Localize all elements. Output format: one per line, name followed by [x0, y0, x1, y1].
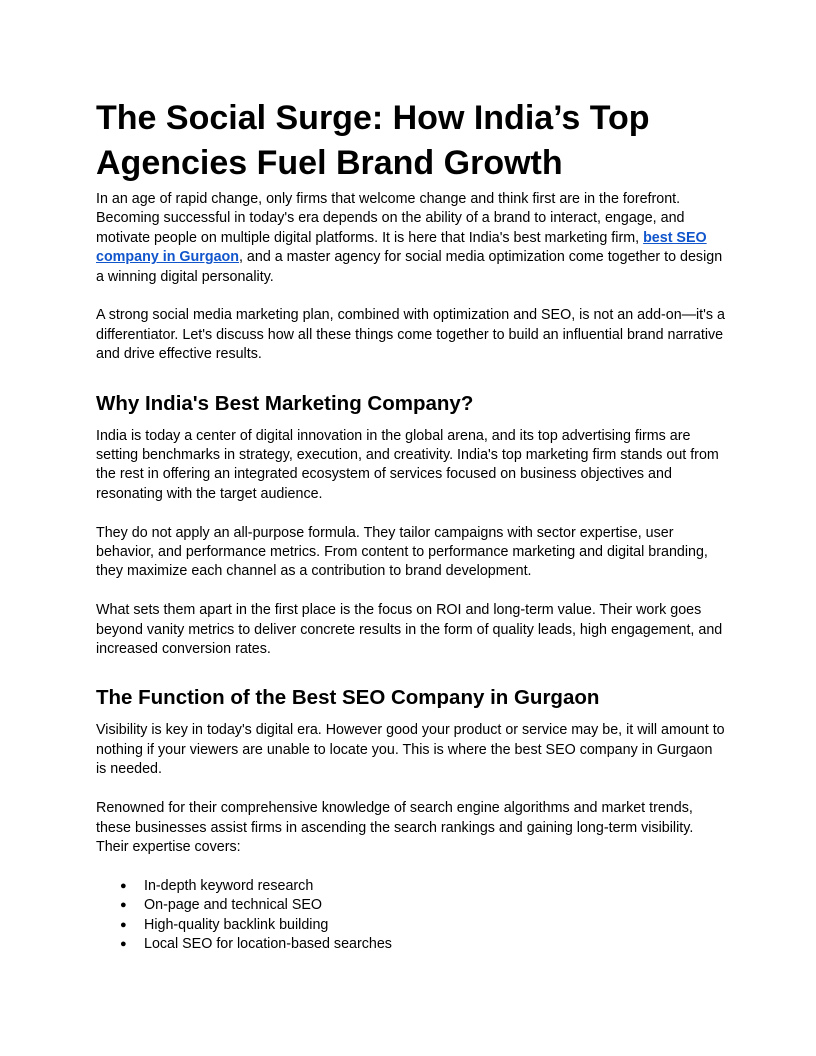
section1-paragraph: They do not apply an all-purpose formula. They tailor campaigns with sector expertise, user behavior, and performance metrics. From content to performance marketing and digital branding, they maximize each channel as a contribution to brand development. — [96, 524, 708, 580]
list-item — [120, 877, 726, 896]
seo-company-gurgaon-link[interactable]: best SEO company in Gurgaon — [96, 229, 707, 266]
section-why-best-marketing-body — [96, 427, 726, 660]
list-item-text: Local SEO for location-based searches — [144, 935, 392, 952]
bullet-icon: ● — [120, 879, 127, 892]
section1-paragraph: India is today a center of digital innovation in the global arena, and its top advertising firms are setting benchmarks in strategy, execution, and creativity. India's top marketing firm stands out from the rest in offering an integrated ecosystem of services focused on business objectives and resonating with the target audience. — [96, 427, 719, 502]
document-page — [96, 96, 726, 954]
bullet-icon: ● — [120, 899, 127, 912]
intro-section — [96, 190, 726, 365]
bullet-icon: ● — [120, 937, 127, 950]
list-item — [120, 896, 726, 915]
list-item-text: In-depth keyword research — [144, 877, 314, 894]
section-heading-why-best-marketing: Why India's Best Marketing Company? — [96, 391, 474, 415]
section-heading-seo-gurgaon: The Function of the Best SEO Company in Gurgaon — [96, 686, 600, 710]
seo-expertise-list — [96, 877, 726, 955]
intro-paragraph-1-text-before: In an age of rapid change, only firms that welcome change and think first are in the forefront. Becoming successful in today's era depends on the ability of a brand to interact, engage, and motivate people on multiple digital platforms. It is here that India's best marketing firm, — [96, 191, 685, 246]
list-item-text: High-quality backlink building — [144, 916, 329, 933]
document-title: The Social Surge: How India’s Top Agencies Fuel Brand Growth — [96, 99, 650, 182]
list-item-text: On-page and technical SEO — [144, 897, 323, 914]
intro-paragraph-1-text-after: , and a master agency for social media optimization come together to design a winning digital personality. — [96, 249, 723, 285]
list-item — [120, 935, 726, 954]
list-item — [120, 916, 726, 935]
intro-paragraph-2: A strong social media marketing plan, combined with optimization and SEO, is not an add-on—it's a differentiator. Let's discuss how all these things come together to build an influential brand narrative and drive effective results. — [96, 307, 725, 363]
section-seo-gurgaon-body — [96, 721, 726, 954]
intro-paragraph-1 — [96, 190, 726, 287]
section2-paragraph: Visibility is key in today's digital era. However good your product or service may be, it will amount to nothing if your viewers are unable to locate you. This is where the best SEO company in Gurgaon is needed. — [96, 722, 725, 778]
section2-paragraph: Renowned for their comprehensive knowledge of search engine algorithms and market trends, these businesses assist firms in ascending the search rankings and gaining long-term visibility. Their expertise covers: — [96, 800, 694, 855]
bullet-icon: ● — [120, 918, 127, 931]
section1-paragraph: What sets them apart in the first place is the focus on ROI and long-term value. Their work goes beyond vanity metrics to deliver concrete results in the form of quality leads, high engagement, and increased conversion rates. — [96, 602, 723, 658]
